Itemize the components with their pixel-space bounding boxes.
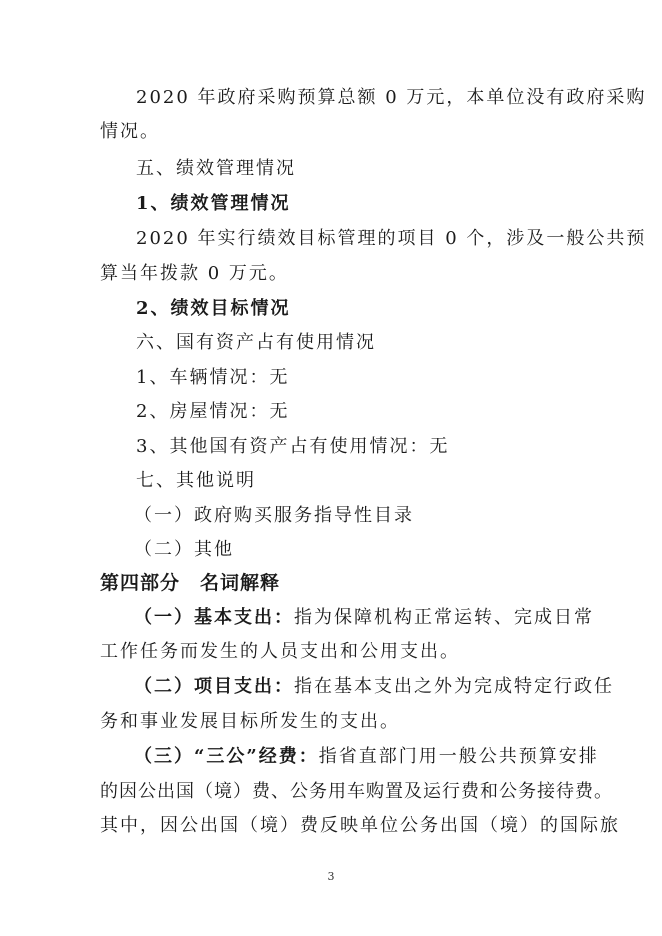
definition-line [134, 606, 594, 630]
subsection-heading: 1、绩效管理情况 [136, 193, 291, 214]
body-line: 2020 年实行绩效目标管理的项目 0 个，涉及一般公共预 [136, 228, 647, 249]
body-line: （二）其他 [134, 539, 234, 560]
subsection-heading: 2、绩效目标情况 [136, 298, 291, 319]
section-heading: 六、国有资产占有使用情况 [136, 332, 376, 353]
definition-line [134, 675, 614, 699]
page-number: 3 [327, 870, 335, 883]
body-line: 工作任务而发生的人员支出和公用支出。 [100, 641, 460, 662]
body-line: 算当年拨款 0 万元。 [100, 263, 289, 284]
body-line: 情况。 [100, 121, 160, 142]
definition-term: （二）项目支出： [134, 676, 294, 697]
definition-text: 指省直部门用一般公共预算安排 [318, 746, 599, 767]
body-line: 2020 年政府采购预算总额 0 万元，本单位没有政府采购 [136, 87, 647, 108]
body-line: （一）政府购买服务指导性目录 [134, 505, 414, 526]
definition-term: （一）基本支出： [134, 607, 294, 628]
definition-text: 指在基本支出之外为完成特定行政任 [294, 676, 614, 697]
definition-term: （三）“三公”经费： [134, 746, 319, 767]
body-line: 2、房屋情况：无 [136, 401, 290, 422]
body-line: 1、车辆情况：无 [136, 367, 290, 388]
body-line: 务和事业发展目标所发生的支出。 [100, 711, 400, 732]
definition-text: 指为保障机构正常运转、完成日常 [294, 607, 594, 628]
definition-line [134, 745, 599, 769]
part-heading: 第四部分 名词解释 [100, 572, 281, 594]
body-line: 的因公出国（境）费、公务用车购置及运行费和公务接待费。 [100, 781, 613, 802]
body-line: 其中，因公出国（境）费反映单位公务出国（境）的国际旅 [100, 815, 620, 836]
section-heading: 五、绩效管理情况 [136, 158, 296, 179]
section-heading: 七、其他说明 [136, 470, 256, 491]
body-line: 3、其他国有资产占有使用情况：无 [136, 436, 450, 457]
